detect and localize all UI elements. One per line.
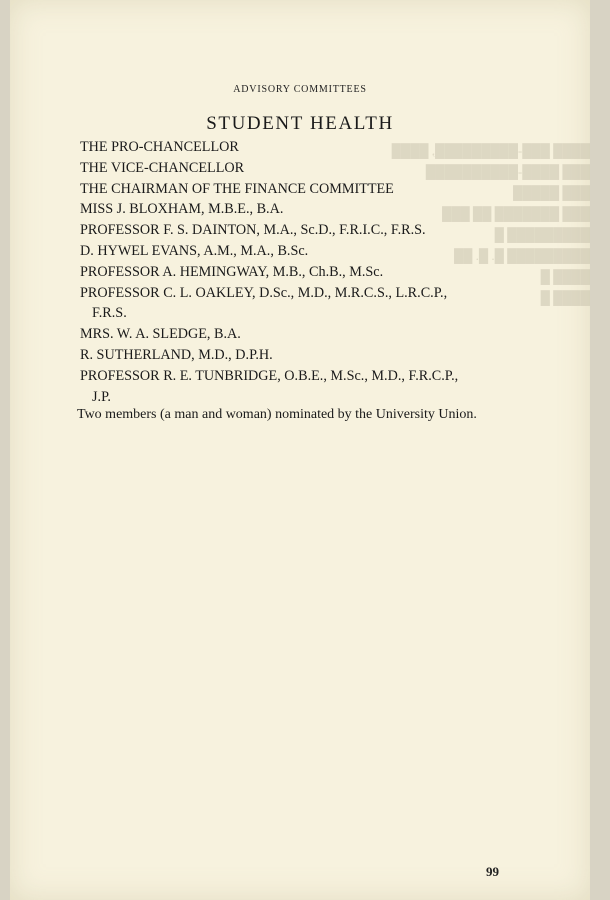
member-text: THE PRO-CHANCELLOR <box>80 139 239 155</box>
member-text: THE CHAIRMAN OF THE FINANCE COMMITTEE <box>80 180 394 197</box>
member-entry <box>80 366 540 408</box>
member-text-continued: J.P. <box>92 388 111 405</box>
member-text: MISS J. BLOXHAM, M.B.E., B.A. <box>80 201 284 218</box>
member-entry <box>80 241 540 262</box>
member-entry <box>80 262 540 283</box>
nomination-note: Two members (a man and woman) nominated by the University Union. <box>77 407 477 422</box>
section-title: STUDENT HEALTH <box>206 113 394 134</box>
member-entry <box>80 179 540 200</box>
member-entry <box>80 345 540 366</box>
show-through-text: ████ ███-█████████, ████ ███ ████-██████████ ███ █████ ███ ███████ ██ ███ █████████ █ █████████ █. █. ██ ████ █ ████ █ <box>391 143 590 305</box>
member-entry <box>80 324 540 345</box>
member-entry <box>80 158 540 179</box>
member-text: PROFESSOR F. S. DAINTON, M.A., Sc.D., F.R.I.C., F.R.S. <box>80 222 426 239</box>
page-number: 99 <box>486 864 499 879</box>
member-entry <box>80 199 540 220</box>
running-head: ADVISORY COMMITTEES <box>233 84 367 95</box>
member-text: R. SUTHERLAND, M.D., D.P.H. <box>80 346 273 363</box>
member-text: PROFESSOR R. E. TUNBRIDGE, O.B.E., M.Sc., M.D., F.R.C.P., <box>80 367 459 384</box>
member-text: PROFESSOR C. L. OAKLEY, D.Sc., M.D., M.R.C.S., L.R.C.P., <box>80 284 448 301</box>
member-list <box>80 137 540 407</box>
member-text: MRS. W. A. SLEDGE, B.A. <box>80 326 241 343</box>
member-text: D. HYWEL EVANS, A.M., M.A., B.Sc. <box>80 242 309 259</box>
member-entry <box>80 220 540 241</box>
member-entry <box>80 283 540 325</box>
member-text-continued: F.R.S. <box>92 305 127 322</box>
member-text: THE VICE-CHANCELLOR <box>80 159 245 176</box>
member-entry <box>80 137 540 158</box>
member-text: PROFESSOR A. HEMINGWAY, M.B., Ch.B., M.Sc. <box>80 263 384 280</box>
document-page <box>10 0 590 900</box>
